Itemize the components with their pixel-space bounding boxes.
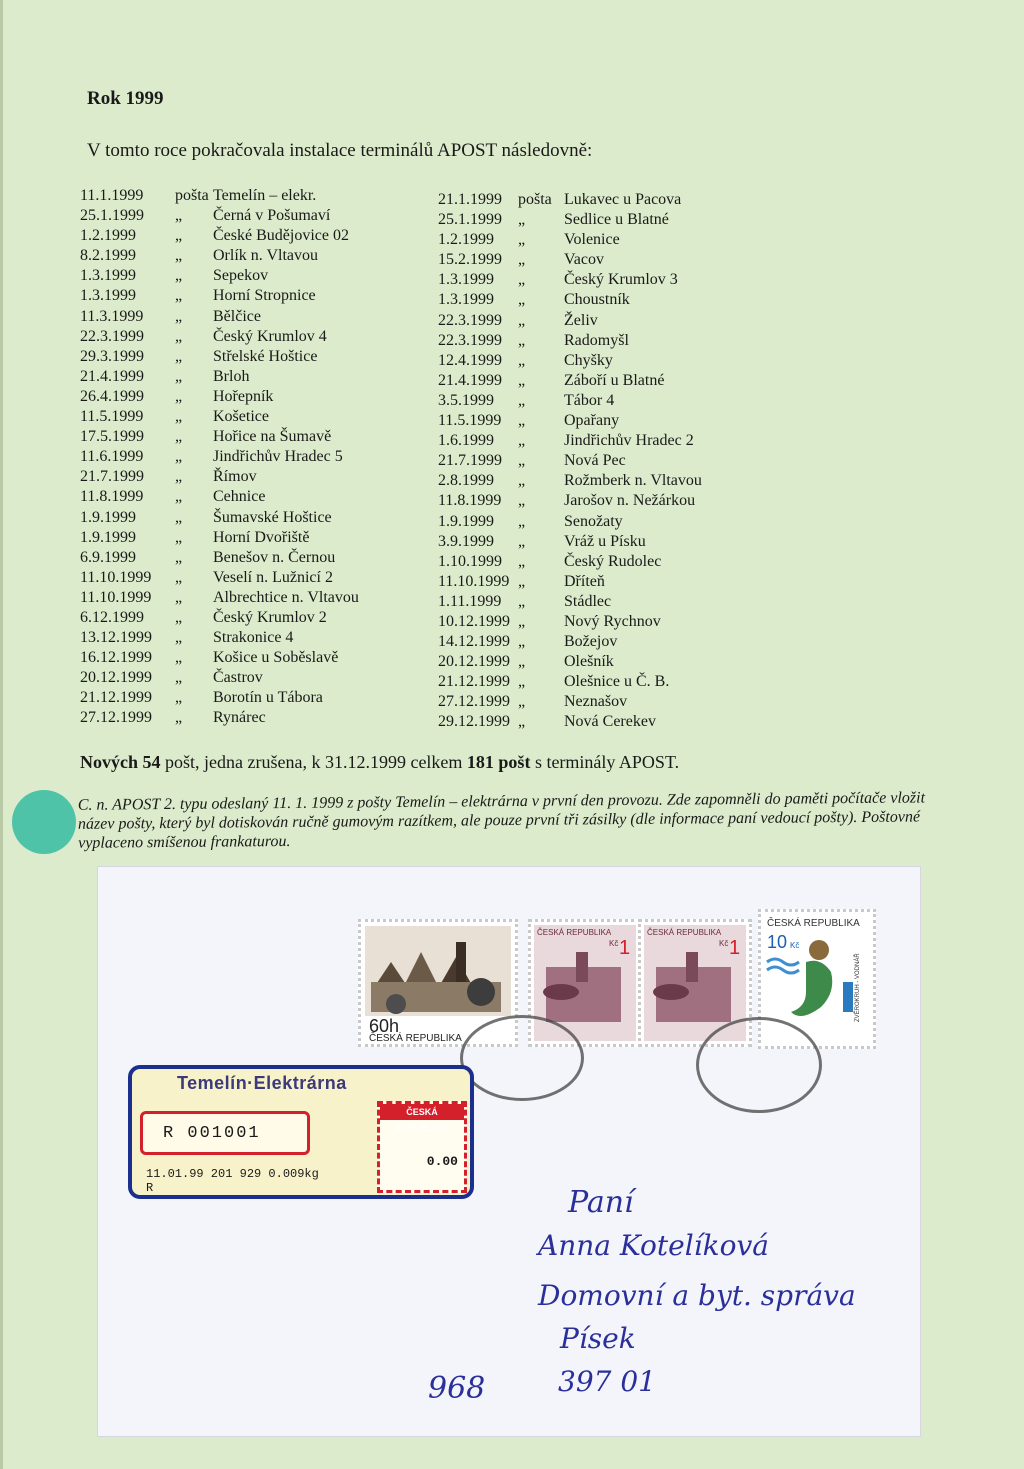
installation-date: 6.12.1999	[80, 608, 144, 626]
installation-date: 22.3.1999	[438, 311, 502, 329]
installation-place: Římov	[213, 468, 257, 486]
installation-date: 11.10.1999	[438, 572, 510, 590]
installation-prefix: „	[175, 247, 183, 265]
installation-date: 11.10.1999	[80, 588, 152, 606]
installation-row	[80, 226, 359, 246]
installation-row	[438, 290, 702, 310]
installation-place: Veselí n. Lužnicí 2	[213, 568, 333, 586]
installation-place: Temelín – elekr.	[213, 187, 317, 204]
stamp-1kc-b-unit: Kč	[719, 939, 729, 948]
installation-row	[80, 668, 359, 688]
installation-place: Volenice	[564, 231, 620, 249]
installation-place: Šumavské Hoštice	[213, 508, 332, 526]
installation-row	[80, 548, 359, 568]
installation-date: 16.12.1999	[80, 649, 152, 667]
installation-place: Senožaty	[564, 512, 623, 530]
installation-place: Nová Cerekev	[564, 713, 656, 731]
installation-date: 11.8.1999	[80, 488, 144, 506]
installation-place: Bělčice	[213, 307, 261, 325]
installation-place: Jindřichův Hradec 5	[213, 448, 343, 466]
installation-prefix: „	[518, 311, 526, 329]
installation-prefix: „	[175, 488, 183, 506]
installation-prefix: „	[518, 693, 526, 711]
installation-row	[80, 528, 359, 548]
installation-prefix: pošta	[518, 191, 552, 208]
cover-description: C. n. APOST 2. typu odeslaný 11. 1. 1999 z pošty Temelín – elektrárna v první den provozu. Zde zapomněli do paměti počítače vložit název pošty, který byl dotiskován ručně gumovým razítkem, ale pouze první tři zásilky (dle informace paní vedoucí pošty). Poštovné vyplaceno smíšenou frankaturou.	[77, 789, 926, 852]
installation-prefix: „	[175, 548, 183, 566]
stamp-10kc-caption: ZVĚROKRUH - VODNÁŘ	[855, 953, 861, 1022]
installation-row	[80, 387, 359, 407]
stamp-1kc-a-unit: Kč	[609, 939, 619, 948]
installation-row	[80, 286, 359, 306]
installation-place: Opařany	[564, 412, 620, 430]
stamp-10kc-country: ČESKÁ REPUBLIKA	[767, 918, 860, 929]
installation-place: Záboří u Blatné	[564, 371, 665, 389]
installation-date: 1.6.1999	[438, 432, 494, 450]
installation-row	[80, 266, 359, 286]
installation-prefix: „	[518, 412, 526, 430]
installation-place: Stádlec	[564, 592, 612, 610]
installation-row	[438, 371, 702, 391]
stamp-10kc-unit: Kč	[790, 941, 800, 950]
installation-place: Orlík n. Vltavou	[213, 247, 319, 265]
installation-place: Radomyšl	[564, 331, 629, 349]
installation-date: 1.3.1999	[80, 267, 136, 285]
postage-header: ČESKÁ REPUBLIKA	[380, 1104, 464, 1120]
apost-label	[128, 1065, 474, 1199]
installation-date: 12.4.1999	[438, 351, 502, 369]
installation-prefix: „	[518, 231, 526, 249]
installation-place: Jarošov n. Nežárkou	[564, 492, 696, 510]
installation-date: 11.8.1999	[438, 492, 502, 510]
page-heading: Rok 1999	[87, 88, 164, 109]
installation-row	[80, 708, 359, 728]
installation-row	[438, 652, 702, 672]
installation-date: 21.12.1999	[438, 673, 510, 691]
summary-part1: Nových	[80, 752, 143, 772]
installation-place: Benešov n. Černou	[213, 548, 336, 566]
installation-place: Černá v Pošumaví	[213, 207, 331, 225]
stamp-1kc-b-country: ČESKÁ REPUBLIKA	[647, 928, 722, 937]
installation-place: Choustník	[564, 291, 630, 309]
installation-place: Božejov	[564, 633, 618, 651]
postage-value: 0.00	[426, 1154, 458, 1169]
installation-prefix: „	[175, 408, 183, 426]
address-number: 968	[428, 1371, 486, 1406]
installation-prefix: „	[175, 649, 183, 667]
installation-date: 11.5.1999	[438, 412, 502, 430]
installation-place: Dříteň	[564, 572, 605, 590]
address-line-3: Domovní a byt. správa	[538, 1279, 856, 1312]
installation-list-right	[438, 190, 702, 733]
summary-part3: s terminály APOST.	[530, 752, 680, 772]
installation-prefix: „	[518, 532, 526, 550]
summary-count-new: 54	[142, 752, 161, 772]
installation-row	[438, 532, 702, 552]
installation-date: 17.5.1999	[80, 428, 144, 446]
postmark-2	[696, 1017, 822, 1113]
installation-row	[438, 512, 702, 532]
installation-place: Tábor 4	[564, 391, 615, 409]
installation-prefix: „	[175, 608, 183, 626]
installation-prefix: „	[518, 331, 526, 349]
installation-date: 27.12.1999	[80, 709, 152, 727]
installation-row	[438, 190, 702, 210]
installation-date: 1.9.1999	[80, 508, 136, 526]
address-line-4: Písek	[560, 1322, 636, 1355]
summary-part2: pošt, jedna zrušena, k 31.12.1999 celkem	[160, 752, 467, 772]
installation-place: Český Krumlov 4	[213, 327, 327, 345]
installation-prefix: „	[518, 211, 526, 229]
installation-prefix: „	[175, 448, 183, 466]
installation-place: Borotín u Tábora	[213, 689, 323, 707]
installation-place: Košetice	[213, 408, 269, 426]
installation-row	[438, 250, 702, 270]
installation-place: Hořice na Šumavě	[213, 428, 332, 446]
postage-imprint	[377, 1101, 467, 1193]
post-office-name: Temelín·Elektrárna	[177, 1073, 347, 1093]
installation-row	[438, 572, 702, 592]
installation-date: 13.12.1999	[80, 629, 152, 647]
installation-place: České Budějovice 02	[213, 227, 349, 245]
installation-prefix: „	[175, 508, 183, 526]
installation-row	[80, 608, 359, 628]
stamp-1kc-b-value: 1	[729, 937, 741, 959]
installation-row	[80, 588, 359, 608]
installation-row	[80, 648, 359, 668]
summary-line	[80, 752, 679, 773]
marker-dot	[12, 790, 76, 854]
installation-place: Vacov	[564, 251, 604, 269]
installation-date: 20.12.1999	[80, 669, 152, 687]
installation-place: Želiv	[564, 311, 598, 329]
installation-row	[80, 447, 359, 467]
installation-prefix: „	[518, 472, 526, 490]
installation-date: 22.3.1999	[438, 331, 502, 349]
installation-place: Hořepník	[213, 387, 274, 405]
installation-place: Strakonice 4	[213, 629, 294, 647]
installation-place: Český Rudolec	[564, 552, 662, 570]
installation-prefix: „	[175, 327, 183, 345]
stamp-1kc-a-country: ČESKÁ REPUBLIKA	[537, 928, 612, 937]
installation-row	[438, 692, 702, 712]
installation-row	[80, 688, 359, 708]
installation-prefix: „	[175, 588, 183, 606]
installation-row	[80, 508, 359, 528]
installation-prefix: „	[518, 713, 526, 731]
installation-row	[80, 467, 359, 487]
installation-row	[438, 712, 702, 732]
installation-date: 29.12.1999	[438, 713, 510, 731]
installation-prefix: „	[518, 612, 526, 630]
installation-place: Brloh	[213, 367, 250, 385]
installation-row	[80, 407, 359, 427]
installation-place: Rynárec	[213, 709, 266, 727]
installation-date: 21.7.1999	[80, 468, 144, 486]
stamp-60h-value: 60h	[369, 1016, 400, 1036]
installation-date: 3.9.1999	[438, 532, 494, 550]
installation-place: Horní Stropnice	[213, 287, 316, 305]
postmark-1	[460, 1015, 584, 1101]
installation-row	[80, 327, 359, 347]
installation-place: Častrov	[213, 669, 263, 687]
installation-prefix: „	[518, 351, 526, 369]
installation-prefix: „	[175, 367, 183, 385]
installation-date: 1.2.1999	[80, 227, 136, 245]
installation-prefix: „	[518, 592, 526, 610]
installation-date: 25.1.1999	[80, 207, 144, 225]
installation-row	[80, 246, 359, 266]
installation-date: 21.1.1999	[438, 191, 502, 208]
installation-place: Neznašov	[564, 693, 628, 711]
installation-prefix: „	[175, 227, 183, 245]
installation-date: 3.5.1999	[438, 391, 494, 409]
installation-row	[438, 411, 702, 431]
installation-row	[80, 487, 359, 507]
label-print-line: 11.01.99 201 929 0.009kg	[146, 1167, 319, 1181]
installation-place: Sedlice u Blatné	[564, 211, 669, 229]
installation-date: 21.7.1999	[438, 452, 502, 470]
installation-date: 11.10.1999	[80, 568, 152, 586]
page-edge	[0, 0, 3, 1469]
installation-row	[438, 471, 702, 491]
cover-envelope	[97, 866, 921, 1437]
installation-prefix: „	[175, 307, 183, 325]
installation-prefix: „	[175, 387, 183, 405]
installation-row	[80, 186, 359, 206]
installation-date: 22.3.1999	[80, 327, 144, 345]
installation-prefix: „	[175, 347, 183, 365]
installation-prefix: „	[175, 468, 183, 486]
installation-date: 25.1.1999	[438, 211, 502, 229]
installation-date: 20.12.1999	[438, 653, 510, 671]
installation-prefix: „	[175, 669, 183, 687]
installation-prefix: „	[175, 528, 183, 546]
installation-prefix: „	[518, 391, 526, 409]
installation-row	[80, 427, 359, 447]
installation-row	[438, 311, 702, 331]
installation-place: Rožmberk n. Vltavou	[564, 472, 702, 490]
installation-row	[438, 270, 702, 290]
installation-date: 11.1.1999	[80, 187, 144, 204]
installation-date: 1.9.1999	[80, 528, 136, 546]
label-r-mark: R	[146, 1181, 154, 1195]
installation-row	[80, 568, 359, 588]
registration-number: R 001001	[163, 1124, 261, 1143]
installation-row	[438, 632, 702, 652]
installation-date: 1.3.1999	[438, 291, 494, 309]
intro-text: V tomto roce pokračovala instalace terminálů APOST následovně:	[87, 140, 593, 161]
stamp-1kc-a-value: 1	[619, 937, 631, 959]
installation-prefix: „	[175, 428, 183, 446]
installation-date: 1.9.1999	[438, 512, 494, 530]
installation-date: 21.12.1999	[80, 689, 152, 707]
installation-row	[80, 206, 359, 226]
installation-prefix: „	[518, 492, 526, 510]
installation-date: 14.12.1999	[438, 633, 510, 651]
installation-place: Jindřichův Hradec 2	[564, 432, 694, 450]
stamp-60h-country: ČESKÁ REPUBLIKA	[369, 1033, 462, 1044]
registration-box	[140, 1111, 310, 1155]
stamp-10kc-value: 10	[767, 932, 788, 952]
installation-row	[438, 331, 702, 351]
installation-date: 1.2.1999	[438, 231, 494, 249]
installation-date: 8.2.1999	[80, 247, 136, 265]
installation-prefix: „	[518, 271, 526, 289]
installation-place: Albrechtice n. Vltavou	[213, 588, 359, 606]
installation-place: Košice u Soběslavě	[213, 649, 339, 667]
installation-place: Sepekov	[213, 267, 269, 285]
installation-prefix: „	[518, 251, 526, 269]
installation-row	[80, 367, 359, 387]
installation-row	[438, 451, 702, 471]
installation-prefix: „	[175, 689, 183, 707]
installation-row	[438, 491, 702, 511]
installation-place: Horní Dvořiště	[213, 528, 310, 546]
installation-prefix: „	[518, 371, 526, 389]
installation-prefix: „	[518, 653, 526, 671]
installation-place: Cehnice	[213, 488, 266, 506]
installation-date: 21.4.1999	[80, 367, 144, 385]
installation-place: Olešnice u Č. B.	[564, 673, 670, 691]
installation-prefix: „	[518, 572, 526, 590]
installation-prefix: „	[175, 629, 183, 647]
installation-place: Chyšky	[564, 351, 613, 369]
installation-date: 1.3.1999	[438, 271, 494, 289]
installation-list-left	[80, 186, 359, 729]
installation-prefix: pošta	[175, 187, 209, 204]
installation-prefix: „	[518, 552, 526, 570]
installation-date: 11.6.1999	[80, 448, 144, 466]
installation-date: 21.4.1999	[438, 371, 502, 389]
installation-date: 11.5.1999	[80, 408, 144, 426]
installation-row	[438, 592, 702, 612]
installation-date: 11.3.1999	[80, 307, 144, 325]
installation-prefix: „	[518, 452, 526, 470]
installation-date: 6.9.1999	[80, 548, 136, 566]
installation-prefix: „	[518, 673, 526, 691]
summary-count-total: 181 pošt	[466, 752, 531, 772]
installation-place: Český Krumlov 3	[564, 271, 678, 289]
address-line-1: Paní	[568, 1185, 634, 1220]
installation-place: Střelské Hoštice	[213, 347, 318, 365]
installation-prefix: „	[518, 633, 526, 651]
installation-prefix: „	[518, 512, 526, 530]
installation-row	[438, 391, 702, 411]
installation-prefix: „	[518, 291, 526, 309]
installation-row	[80, 347, 359, 367]
installation-date: 1.3.1999	[80, 287, 136, 305]
installation-row	[438, 612, 702, 632]
address-line-2: Anna Kotelíková	[538, 1229, 769, 1262]
installation-prefix: „	[175, 267, 183, 285]
installation-place: Český Krumlov 2	[213, 608, 327, 626]
installation-row	[438, 351, 702, 371]
installation-place: Vráž u Písku	[564, 532, 646, 550]
installation-date: 27.12.1999	[438, 693, 510, 711]
installation-row	[438, 230, 702, 250]
installation-date: 10.12.1999	[438, 612, 510, 630]
installation-place: Nová Pec	[564, 452, 626, 470]
installation-place: Nový Rychnov	[564, 612, 661, 630]
installation-place: Lukavec u Pacova	[564, 191, 682, 208]
installation-prefix: „	[175, 287, 183, 305]
installation-prefix: „	[175, 709, 183, 727]
installation-date: 1.11.1999	[438, 592, 502, 610]
installation-date: 2.8.1999	[438, 472, 494, 490]
installation-row	[438, 431, 702, 451]
installation-prefix: „	[518, 432, 526, 450]
installation-date: 29.3.1999	[80, 347, 144, 365]
installation-date: 26.4.1999	[80, 387, 144, 405]
installation-prefix: „	[175, 568, 183, 586]
installation-date: 1.10.1999	[438, 552, 502, 570]
installation-row	[80, 628, 359, 648]
installation-place: Olešník	[564, 653, 614, 671]
installation-date: 15.2.1999	[438, 251, 502, 269]
installation-row	[80, 307, 359, 327]
installation-row	[438, 210, 702, 230]
address-zip: 397 01	[558, 1365, 656, 1398]
installation-row	[438, 672, 702, 692]
installation-row	[438, 552, 702, 572]
installation-prefix: „	[175, 207, 183, 225]
